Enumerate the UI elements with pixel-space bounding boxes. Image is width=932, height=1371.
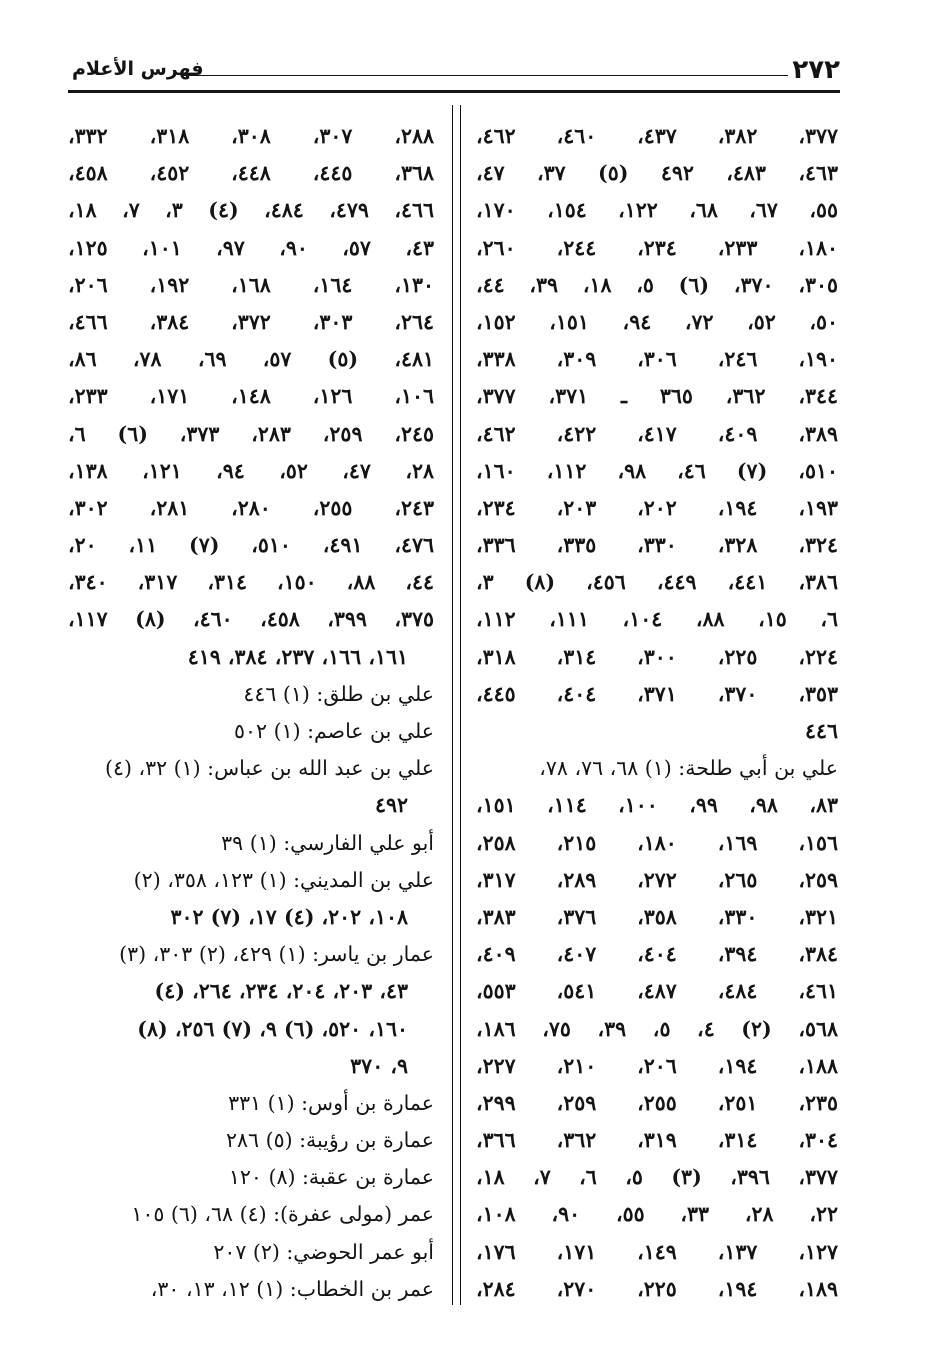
index-entry-line: ٣٠٥، ٣٧٠، (٦) ٥، ١٨، ٣٩، ٤٤،: [476, 272, 838, 297]
index-entry-line: ٢٢، ٢٨، ٣٣، ٥٥، ٩٠، ١٠٨،: [476, 1202, 838, 1227]
index-entry-line: ٥١٠، (٧) ٤٦، ٩٨، ١١٢، ١٦٠،: [476, 458, 838, 483]
index-entry-line: ١٦١، ١٦٦، ٢٣٧، ٣٨٤، ٤١٩: [187, 644, 408, 669]
index-entry-name: أبو عمر الحوضي: (٢) ٢٠٧: [213, 1239, 434, 1264]
index-entry-line: ٢٤٣، ٢٥٥، ٢٨٠، ٢٨١، ٣٠٢،: [68, 495, 434, 520]
index-entry-line: ٦، ١٥، ٨٨، ١٠٤، ١١١، ١١٢،: [476, 607, 838, 632]
column-divider: [452, 105, 453, 1305]
index-entry-name: عمار بن ياسر: (١) ٤٢٩، (٢) ٣٠٣، (٣): [119, 942, 434, 967]
index-entry-name: عمارة بن أوس: (١) ٣٣١: [228, 1090, 434, 1115]
index-entry-line: ٤٣، ٥٧، ٩٠، ٩٧، ١٠١، ١٢٥،: [68, 235, 434, 260]
index-entry-line: ٤٤٦: [804, 719, 838, 743]
index-entry-line: ٣٥٣، ٣٧٠، ٣٧١، ٤٠٤، ٤٤٥،: [476, 681, 838, 706]
index-entry-line: ٨٣، ٩٨، ٩٩، ١٠٠، ١١٤، ١٥١،: [476, 793, 838, 818]
index-entry-line: ٣٧٥، ٣٩٩، ٤٥٨، ٤٦٠، (٨) ١١٧،: [68, 607, 434, 632]
index-entry-line: ١٩٣، ١٩٤، ٢٠٢، ٢٠٣، ٢٣٤،: [476, 495, 838, 520]
index-entry-line: ٣٨٤، ٣٩٤، ٤٠٤، ٤٠٧، ٤٠٩،: [476, 942, 838, 967]
index-entry-line: ٢٨٨، ٣٠٧، ٣٠٨، ٣١٨، ٣٣٢،: [68, 124, 434, 148]
index-entry-name: علي بن المديني: (١) ١٢٣، ٣٥٨، (٢): [133, 867, 434, 892]
index-entry-line: ١٢٧، ١٣٧، ١٤٩، ١٧١، ١٧٦،: [476, 1239, 838, 1264]
index-entry-line: ٣٠٤، ٣١٤، ٣١٩، ٣٦٢، ٣٦٦،: [476, 1128, 838, 1153]
index-entry-name: علي بن عبد الله بن عباس: (١) ٣٢، (٤): [104, 756, 434, 781]
index-entry-line: ٢٢٤، ٢٢٥، ٣٠٠، ٣١٤، ٣١٨،: [476, 644, 838, 669]
index-entry-line: ١٠٨، ٢٠٢، (٤) ١٧، (٧) ٣٠٢: [170, 904, 408, 929]
index-entry-line: ٢٦٤، ٣٠٣، ٣٧٢، ٣٨٤، ٤٦٦،: [68, 309, 434, 334]
index-entry-line: ٣٦٨، ٤٤٥، ٤٤٨، ٤٥٢، ٤٥٨،: [68, 161, 434, 186]
index-entry-line: ١٨٩، ١٩٤، ٢٢٥، ٢٧٠، ٢٨٤،: [476, 1276, 838, 1301]
running-title: فهرس الأعلام: [72, 58, 204, 80]
index-entry-name: عمر بن الخطاب: (١) ١٢، ١٣، ٣٠،: [150, 1276, 434, 1301]
index-entry-line: ١٩٠، ٢٤٦، ٣٠٦، ٣٠٩، ٣٣٨،: [476, 347, 838, 372]
header-rule-thin: [182, 75, 788, 76]
column-divider: [460, 105, 461, 1305]
index-entry-line: ٢٤٥، ٢٥٩، ٢٨٣، ٣٧٣، (٦) ٦،: [68, 421, 434, 446]
index-entry-name: عمارة بن عقبة: (٨) ١٢٠: [228, 1165, 434, 1190]
index-entry-line: ٣٤٤، ٣٦٢، ٣٦٥ ـ ٣٧١، ٣٧٧،: [476, 384, 838, 409]
index-entry-line: ٣٧٧، ٣٨٢، ٤٣٧، ٤٦٠، ٤٦٢،: [476, 124, 838, 148]
index-entry-line: ٣٨٦، ٤٤١، ٤٤٩، ٤٥٦، (٨) ٣،: [476, 570, 838, 595]
index-entry-line: ١٦٠، ٥٢٠، (٦) ٩، (٧) ٢٥٦، (٨): [137, 1016, 408, 1041]
index-entry-name: عمر (مولى عفرة): (٤) ٦٨، (٦) ١٠٥: [131, 1202, 434, 1227]
index-entry-line: ٥٦٨، (٢) ٤، ٥، ٣٩، ٧٥، ١٨٦،: [476, 1016, 838, 1041]
index-entry-name: أبو علي الفارسي: (١) ٣٩: [221, 830, 434, 855]
index-entry-name: علي بن طلق: (١) ٤٤٦: [243, 681, 434, 706]
index-entry-line: ٥٠، ٥٢، ٧٢، ٩٤، ١٥١، ١٥٢،: [476, 309, 838, 334]
index-entry-line: ١٨٠، ٢٣٣، ٢٣٤، ٢٤٤، ٢٦٠،: [476, 235, 838, 260]
index-entry-line: ٤٩٢: [374, 793, 408, 818]
index-column-right: [476, 118, 838, 1308]
index-entry-line: ١٥٦، ١٦٩، ١٨٠، ٢١٥، ٢٥٨،: [476, 830, 838, 855]
index-entry-name: علي بن عاصم: (١) ٥٠٢: [234, 719, 434, 743]
index-entry-line: ٤٣، ٢٠٣، ٢٠٤، ٢٣٤، ٢٦٤، (٤): [154, 979, 408, 1004]
index-entry-line: ٤٧٦، ٤٩١، ٥١٠، (٧) ١١، ٢٠،: [68, 533, 434, 558]
index-entry-line: ١٨٨، ١٩٤، ٢٠٦، ٢١٠، ٢٢٧،: [476, 1053, 838, 1078]
header-rule-thick: [68, 90, 840, 93]
index-column-left: [68, 118, 434, 1308]
index-entry-line: ٣٢١، ٣٣٠، ٣٥٨، ٣٧٦، ٣٨٣،: [476, 904, 838, 929]
index-entry-line: ٣٢٤، ٣٢٨، ٣٣٠، ٣٣٥، ٣٣٦،: [476, 533, 838, 558]
index-entry-line: ٣٧٧، ٣٩٦، (٣) ٥، ٦، ٧، ١٨،: [476, 1165, 838, 1190]
index-entry-name: عمارة بن رؤيبة: (٥) ٢٨٦: [226, 1128, 434, 1153]
index-entry-line: ٢٣٥، ٢٥١، ٢٥٥، ٢٥٩، ٢٩٩،: [476, 1090, 838, 1115]
index-entry-line: ٥٥، ٦٧، ٦٨، ١٢٢، ١٥٤، ١٧٠،: [476, 198, 838, 223]
index-entry-line: ٤٦١، ٤٨٤، ٤٨٧، ٥٤١، ٥٥٣،: [476, 979, 838, 1004]
index-entry-line: ١٠٦، ١٢٦، ١٤٨، ١٧١، ٢٣٣،: [68, 384, 434, 409]
index-entry-line: ٤٦٣، ٤٨٣، ٤٩٢ (٥) ٣٧، ٤٧،: [476, 161, 838, 186]
index-entry-line: ٢٨، ٤٧، ٥٢، ٩٤، ١٢١، ١٣٨،: [68, 458, 434, 483]
index-entry-line: ٤٦٦، ٤٧٩، ٤٨٤، (٤) ٣، ٧، ١٨،: [68, 198, 434, 223]
index-entry-line: ٣٨٩، ٤٠٩، ٤١٧، ٤٢٢، ٤٦٢،: [476, 421, 838, 446]
index-entry-line: ٤٨١، (٥) ٥٧، ٦٩، ٧٨، ٨٦،: [68, 347, 434, 372]
index-entry-line: ٩، ٣٧٠: [350, 1053, 408, 1078]
page-number: ٢٧٢: [792, 55, 840, 85]
index-entry-line: ٤٤، ٨٨، ١٥٠، ٣١٤، ٣١٧، ٣٤٠،: [68, 570, 434, 595]
index-entry-line: ٢٥٩، ٢٦٥، ٢٧٢، ٢٨٩، ٣١٧،: [476, 867, 838, 892]
index-entry-line: ١٣٠، ١٦٤، ١٦٨، ١٩٢، ٢٠٦،: [68, 272, 434, 297]
index-entry-name: علي بن أبي طلحة: (١) ٦٨، ٧٦، ٧٨،: [539, 756, 838, 781]
